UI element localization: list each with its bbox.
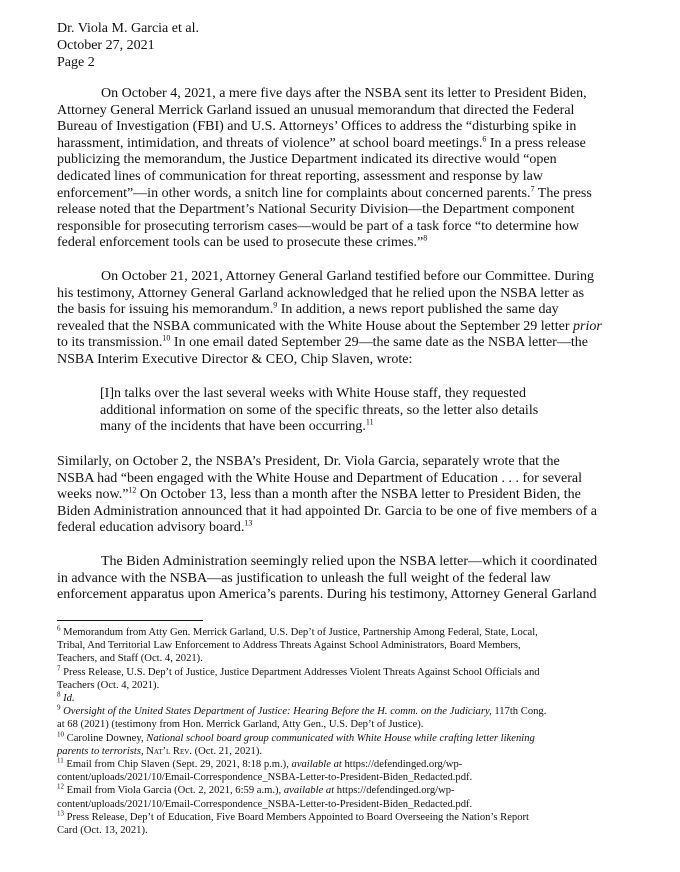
footnote-10 xyxy=(57,732,546,745)
footnote-text: Email from Chip Slaven (Sept. 29, 2021, 8:18 p.m.), xyxy=(66,759,292,771)
footnote-number: 6 xyxy=(57,624,61,633)
footnote-ref: 10 xyxy=(162,333,171,343)
paragraph-line: On October 21, 2021, Attorney General Garland testified before our Committee. During xyxy=(101,269,594,284)
footnote-text: (Oct. 21, 2021). xyxy=(191,745,263,757)
footnote-12 xyxy=(57,784,546,797)
footnote-title: parents to terrorists, xyxy=(57,745,144,757)
paragraph-line: Biden Administration announced that it had appointed Dr. Garcia to be one of five members of a xyxy=(57,503,598,519)
paragraph-line: release noted that the Department’s National Security Division—the Department component xyxy=(57,202,575,218)
footnote-source: Nat’l Rev. xyxy=(143,745,192,757)
footnote-link[interactable]: https://defendinged.org/wp- xyxy=(334,785,455,797)
paragraph-line xyxy=(57,520,631,537)
footnote-emphasis: available at xyxy=(283,785,335,797)
text-run: weeks now.” xyxy=(57,487,129,503)
paragraph-line xyxy=(57,335,631,352)
footnote-text: 117th Cong. xyxy=(491,706,547,718)
footnote-number: 9 xyxy=(57,703,61,712)
footnote-number: 7 xyxy=(57,664,61,673)
footnote-ref: 6 xyxy=(482,134,487,144)
emphasis: prior xyxy=(573,318,602,334)
text-run: the basis for issuing his memorandum. xyxy=(57,302,274,318)
paragraph-line: NSBA had “been engaged with the White House and Department of Education . . . for several xyxy=(57,470,582,486)
quote-line: additional information on some of the specific threats, so the letter also details xyxy=(100,402,539,418)
footnote-number: 13 xyxy=(57,809,64,818)
text-run: In one email dated September 29—the same date as the NSBA letter—the xyxy=(170,335,588,351)
footnote-line xyxy=(57,745,546,758)
paragraph-line xyxy=(57,136,631,153)
text-run: federal education advisory board. xyxy=(57,520,245,536)
footnote-ref: 11 xyxy=(365,417,374,427)
paragraph-line: Bureau of Investigation (FBI) and U.S. Attorneys’ Offices to address the “disturbing spike in xyxy=(57,119,577,135)
footnote-ref: 9 xyxy=(273,300,278,310)
paragraph-2 xyxy=(57,269,631,369)
footnote-title: National school board group communicated with White House while crafting letter likening xyxy=(146,732,535,744)
paragraph-line: Similarly, on October 2, the NSBA’s President, Dr. Viola Garcia, separately wrote that the xyxy=(57,454,560,469)
paragraph-line: his testimony, Attorney General Garland acknowledged that he relied upon the NSBA letter as xyxy=(57,285,585,301)
footnote-text: Press Release, Dep’t of Education, Five Board Members Appointed to Board Overseeing the Nation’s Report xyxy=(66,811,529,823)
footnote-text: Memorandum from Atty Gen. Merrick Garland, U.S. Dep’t of Justice, Partnership Among Federal, State, Local, xyxy=(63,627,538,638)
text-run: to its transmission. xyxy=(57,335,163,351)
footnote-separator xyxy=(57,620,203,621)
paragraph-line: Attorney General Merrick Garland issued an unusual memorandum that directed the Federal xyxy=(57,102,575,118)
footnote-8 xyxy=(57,692,546,705)
footnote-title: Oversight of the United States Department of Justice: Hearing Before the H. comm. on the Judiciary, xyxy=(63,706,492,718)
footnote-number: 10 xyxy=(57,730,64,739)
footnote-number: 12 xyxy=(57,782,64,791)
footnote-line: Teachers, and Staff (Oct. 4, 2021). xyxy=(57,653,203,665)
footnote-link[interactable]: https://defendinged.org/wp- xyxy=(341,759,463,771)
quote-line: [I]n talks over the last several weeks with White House staff, they requested xyxy=(100,386,526,401)
quote-line xyxy=(100,419,538,436)
text-run: On October 13, less than a month after the NSBA letter to President Biden, the xyxy=(136,487,581,503)
footnote-text: Email from Viola Garcia (Oct. 2, 2021, 6:59 a.m.), xyxy=(66,785,284,797)
paragraph-line xyxy=(57,302,631,319)
paragraph-line: NSBA Interim Executive Director & CEO, Chip Slaven, wrote: xyxy=(57,351,413,367)
paragraph-line: in advance with the NSBA—as justification to unleash the full weight of the federal law xyxy=(57,570,551,586)
footnote-line: Tribal, And Territorial Law Enforcement to Address Threats Against School Administrators, Board Members, xyxy=(57,640,521,652)
footnote-emphasis: available at xyxy=(291,759,342,771)
header-date: October 27, 2021 xyxy=(57,38,155,53)
letter-header xyxy=(57,20,199,71)
paragraph-1 xyxy=(57,86,631,252)
text-run: enforcement”—in other words, a snitch line for complaints about concerned parents. xyxy=(57,185,531,201)
paragraph-4 xyxy=(57,554,631,604)
paragraph-line: dedicated lines of communication for threat reporting, assessment and response by law xyxy=(57,168,543,184)
header-recipient: Dr. Viola M. Garcia et al. xyxy=(57,21,199,36)
footnote-9 xyxy=(57,705,546,718)
paragraph-line: On October 4, 2021, a mere five days after the NSBA sent its letter to President Biden, xyxy=(101,86,587,101)
footnote-text: Caroline Downey, xyxy=(66,732,147,744)
footnote-link-line[interactable]: content/uploads/2021/10/Email-Correspondence_NSBA-Letter-to-President-Biden_Redacted.pdf. xyxy=(57,798,473,810)
text-run: In addition, a news report published the same day xyxy=(277,302,559,318)
text-run: revealed that the NSBA communicated with the White House about the September 29 letter xyxy=(57,318,574,334)
paragraph-line xyxy=(57,183,631,203)
text-run: In a press release xyxy=(486,135,586,151)
footnote-number: 8 xyxy=(57,690,61,699)
text-run: The press xyxy=(534,185,592,201)
footnote-13 xyxy=(57,811,546,824)
text-run: many of the incidents that have been occurring. xyxy=(100,419,366,435)
footnote-number: 11 xyxy=(57,756,64,765)
block-quote xyxy=(100,386,538,436)
footnote-7 xyxy=(57,666,546,679)
footnote-text: Press Release, U.S. Dep’t of Justice, Justice Department Addresses Violent Threats Against School Officials and xyxy=(63,666,540,678)
paragraph-line xyxy=(57,235,631,252)
text-run: harassment, intimidation, and threats of violence” at school board meetings. xyxy=(57,135,483,151)
paragraph-line xyxy=(57,319,631,336)
footnote-link-line[interactable]: content/uploads/2021/10/Email-Correspondence_NSBA-Letter-to-President-Biden_Redacted.pdf. xyxy=(57,772,473,784)
paragraph-line: The Biden Administration seemingly relied upon the NSBA letter—which it coordinated xyxy=(101,554,598,569)
footnote-text: Id. xyxy=(63,693,75,705)
footnote-line: Teachers (Oct. 4, 2021). xyxy=(57,679,160,691)
footnote-ref: 7 xyxy=(530,183,535,193)
footnote-11 xyxy=(57,758,546,771)
paragraph-line: publicizing the memorandum, the Justice Department indicated its directive would “open xyxy=(57,152,557,168)
footnote-line: Card (Oct. 13, 2021). xyxy=(57,825,148,837)
footnote-ref: 8 xyxy=(423,233,428,243)
paragraph-line: responsible for prosecuting terrorism cases—would be part of a task force “to determine how xyxy=(57,218,580,234)
footnote-ref: 13 xyxy=(244,518,253,528)
text-run: federal enforcement tools can be used to prosecute these crimes.” xyxy=(57,235,424,251)
footnote-line: at 68 (2021) (testimony from Hon. Merrick Garland, Atty Gen., U.S. Dep’t of Justice). xyxy=(57,719,424,731)
paragraph-line: enforcement apparatus upon America’s parents. During his testimony, Attorney General Garland xyxy=(57,587,597,603)
paragraph-3 xyxy=(57,454,631,537)
header-page-number: Page 2 xyxy=(57,55,95,70)
footnote-6 xyxy=(57,626,546,639)
footnotes xyxy=(57,626,546,837)
paragraph-line xyxy=(57,487,631,504)
footnote-ref: 12 xyxy=(128,485,137,495)
